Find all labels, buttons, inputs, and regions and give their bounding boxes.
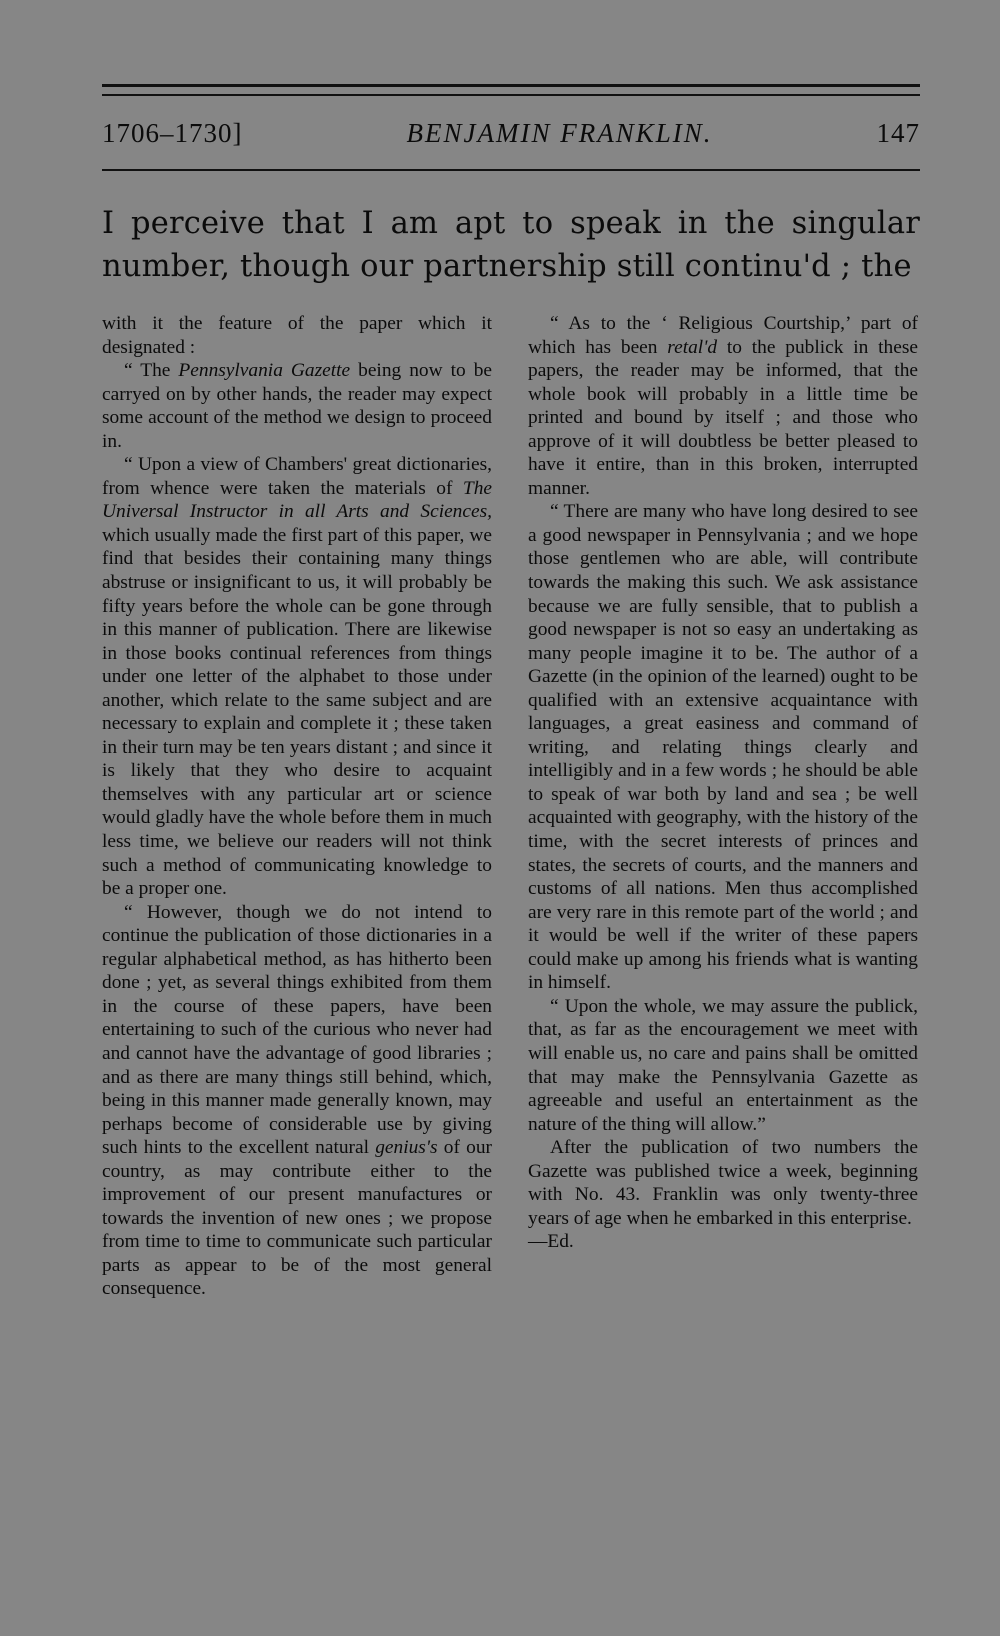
- italic-pennsylvania-gazette: Pennsylvania Gazette: [178, 360, 351, 382]
- left-paragraph-4: “ However, though we do not intend to continue the publication of those dictionaries in a regular alphabetical method, as has hitherto been done ; yet, as several things exhibited from them in the course of these papers, have been entertaining to such of the curious who never had and cannot have the advantage of good libraries ; and as there are many things still behind, which, being in this manner made generally known, may perhaps become of considerable use by giving such hints to the excellent natural genius's of our country, as may contribute either to the improvement of our present manufactures or towards the invention of new ones ; we propose from time to time to communicate such particular parts as appear to be of the most general consequence.: [102, 901, 492, 1300]
- right-paragraph-4: After the publication of two numbers the Gazette was published twice a week, beginning with No. 43. Franklin was only twenty-three years of age when he embarked in this enterprise.: [528, 1137, 918, 1229]
- left-paragraph-3: “ Upon a view of Chambers' great dictionaries, from whence were taken the materials of The Universal Instructor in all Arts and Sciences, which usually made the first part of this paper, we find that besides their containing many things abstruse or insignificant to us, it will probably be fifty years before the whole can be gone through in this manner of publication. There are likewise in those books continual references from things under one letter of the alphabet to those under another, which relate to the same subject and are necessary to explain and complete it ; these taken in their turn may be ten years distant ; and since it is likely that they who desire to acquaint themselves with any particular art or science would gladly have the whole before them in much less time, we believe our readers will not think such a method of communicating knowledge to be a proper one.: [102, 454, 492, 900]
- running-head-years: 1706–1730]: [102, 118, 243, 148]
- italic-retald: retal'd: [667, 336, 718, 358]
- right-paragraph-3: “ Upon the whole, we may assure the publick, that, as far as the encouragement we meet with will enable us, no care and pains shall be omitted that may make the Pennsylvania Gazette as agreeable and useful an entertainment as the nature of the thing will allow.”: [528, 995, 918, 1135]
- book-page: [102, 0, 920, 1636]
- lead-paragraph: [102, 202, 920, 288]
- italic-universal-instructor: The Universal Instructor in all Arts and Sciences,: [102, 477, 492, 523]
- right-paragraph-1: “ As to the ‘ Religious Courtship,’ part of which has been retal'd to the publick in these papers, the reader may be informed, that the whole book will probably in a little time be printed and bound by itself ; and those who approve of it will doubtless be better pleased to have it entire, than in this broken, interrupted manner.: [528, 313, 918, 499]
- top-rule-thin: [102, 94, 920, 96]
- top-rule: [102, 84, 920, 87]
- running-head: [102, 118, 920, 158]
- lead-text: I perceive that I am apt to speak in the singular number, though our partnership still continu'd ; the: [102, 206, 920, 284]
- left-column: [102, 312, 492, 1301]
- editor-signature: —Ed.: [528, 1231, 574, 1253]
- page-number: 147: [876, 118, 920, 148]
- right-paragraph-2: “ There are many who have long desired to see a good newspaper in Pennsylvania ; and we hope those gentlemen who are able, will contribute towards the making this such. We ask assistance because we are fully sensible, that to publish a good newspaper is not so easy an undertaking as many people imagine it to be. The author of a Gazette (in the opinion of the learned) ought to be qualified with an extensive acquaintance with languages, a great easiness and command of writing, and relating things clearly and intelligibly and in a few words ; he should be able to speak of war both by land and sea ; be well acquainted with geography, with the history of the time, with the secret interests of princes and states, the secrets of courts, and the manners and customs of all nations. Men thus accomplished are very rare in this remote part of the world ; and it would be well if the writer of these papers could make up among his friends what is wanting in himself.: [528, 501, 918, 994]
- italic-geniuss: genius's: [375, 1137, 438, 1159]
- right-column: [528, 312, 918, 1254]
- header-rule: [102, 169, 920, 171]
- left-paragraph-2: “ The Pennsylvania Gazette being now to be carryed on by other hands, the reader may expect some account of the method we design to proceed in.: [102, 360, 492, 452]
- left-paragraph-1: with it the feature of the paper which it designated :: [102, 313, 492, 358]
- running-head-title: BENJAMIN FRANKLIN.: [406, 118, 713, 148]
